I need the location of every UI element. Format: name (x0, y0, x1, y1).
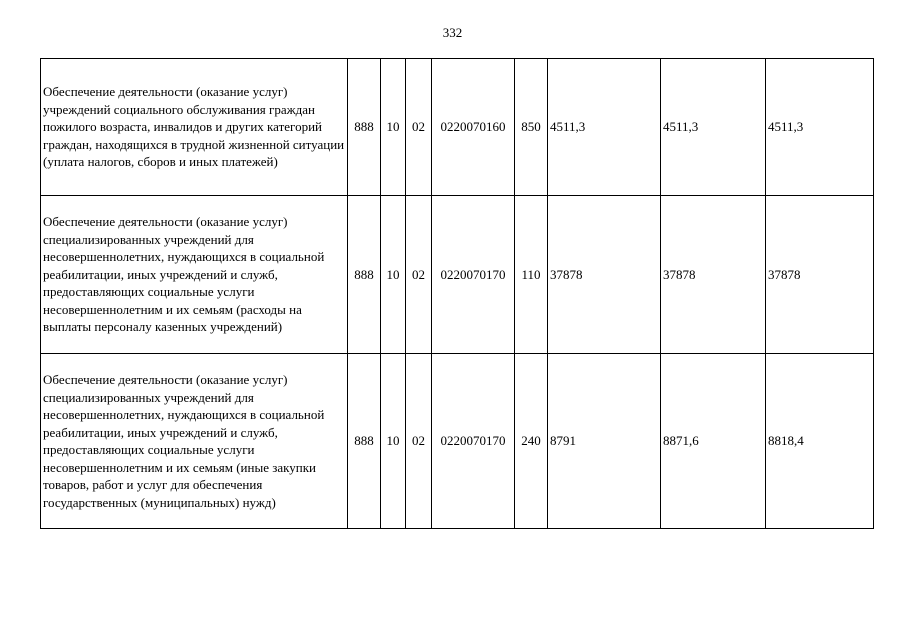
subsection-code: 02 (406, 59, 432, 196)
section-code: 10 (381, 196, 406, 354)
ministry-code: 888 (348, 196, 381, 354)
target-article-code: 0220070160 (432, 59, 515, 196)
expense-type-code: 110 (515, 196, 548, 354)
amount-year-3: 37878 (766, 196, 874, 354)
expense-type-code: 240 (515, 354, 548, 529)
table-row (41, 196, 874, 354)
subsection-code: 02 (406, 354, 432, 529)
budget-table (40, 58, 874, 529)
target-article-code: 0220070170 (432, 354, 515, 529)
page-number: 332 (442, 25, 463, 40)
section-code: 10 (381, 59, 406, 196)
ministry-code: 888 (348, 59, 381, 196)
expense-type-code: 850 (515, 59, 548, 196)
amount-year-2: 8871,6 (661, 354, 766, 529)
amount-year-3: 4511,3 (766, 59, 874, 196)
table-row (41, 354, 874, 529)
amount-year-2: 37878 (661, 196, 766, 354)
row-description: Обеспечение деятельности (оказание услуг) учреждений социального обслуживания граждан пожилого возраста, инвалидов и других категорий граждан, находящихся в трудной жизненной ситуации (уплата налогов, сборов и иных платежей) (41, 59, 348, 196)
amount-year-1: 37878 (548, 196, 661, 354)
table-row (41, 59, 874, 196)
ministry-code: 888 (348, 354, 381, 529)
section-code: 10 (381, 354, 406, 529)
amount-year-2: 4511,3 (661, 59, 766, 196)
target-article-code: 0220070170 (432, 196, 515, 354)
subsection-code: 02 (406, 196, 432, 354)
row-description: Обеспечение деятельности (оказание услуг) специализированных учреждений для несовершеннолетних, нуждающихся в социальной реабилитации, иных учреждений и служб, предоставляющих социальные услуги несовершеннолетним и их семьям (расходы на выплаты персоналу казенных учреждений) (41, 196, 348, 354)
amount-year-1: 4511,3 (548, 59, 661, 196)
amount-year-1: 8791 (548, 354, 661, 529)
row-description: Обеспечение деятельности (оказание услуг) специализированных учреждений для несовершеннолетних, нуждающихся в социальной реабилитации, иных учреждений и служб, предоставляющих социальные услуги несовершеннолетним и их семьям (иные закупки товаров, работ и услуг для обеспечения государственных (муниципальных) нужд) (41, 354, 348, 529)
amount-year-3: 8818,4 (766, 354, 874, 529)
